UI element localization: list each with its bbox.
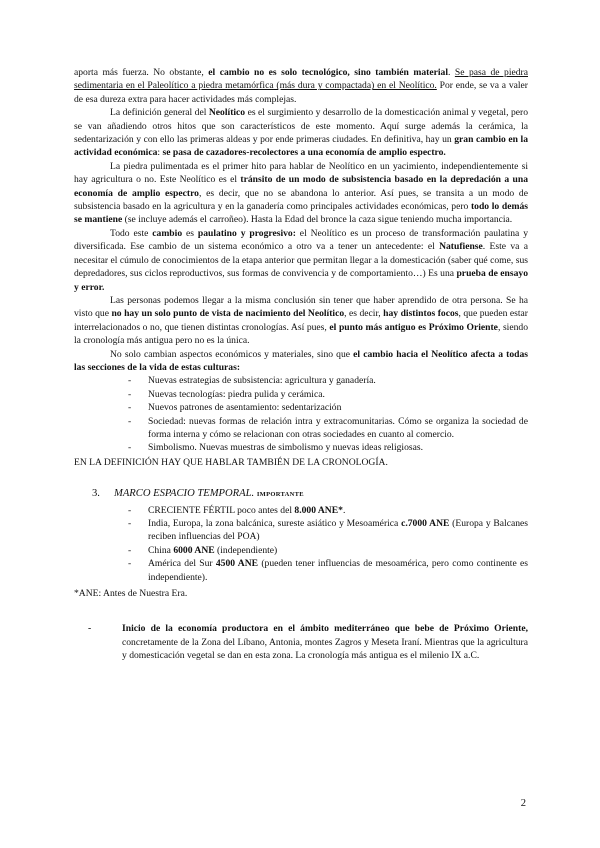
changes-list: [74, 374, 528, 454]
paragraph-5: Las personas podemos llegar a la misma conclusión sin tener que haber aprendido de otra persona. Se ha visto que no hay un solo punto de vista de nacimiento del Neolítico, es decir, hay distintos focos, que pueden estar interrelacionados o no, que tienen distintas cronologías. Así pues, el punto más antiguo es Próximo Oriente, siendo la cronología más antigua pero no es la única.: [74, 294, 528, 347]
chronology-list: [74, 504, 528, 584]
section-title: MARCO ESPACIO TEMPORAL.: [114, 488, 255, 500]
paragraph-4: Todo este cambio es paulatino y progresivo: el Neolítico es un proceso de transformación paulatina y diversificada. Ese cambio de un sistema económico a otro va a tener un antecedente: el Natufiense. Este va a necesitar el cúmulo de conocimientos de la etapa anterior que permitan llegar a la domesticación (saber qué come, sus depredadores, sus ciclos reproductivos, sus formas de convivencia y de comportamiento…) Es una prueba de ensayo y error.: [74, 227, 529, 293]
paragraph-1: aporta más fuerza. No obstante, el cambio no es solo tecnológico, sino también material. Se pasa de piedra sedimentaria en el Paleolítico a piedra metamórfica (más dura y compactada) en el Neolítico. Por ende, se va a valer de esa dureza extra para hacer actividades más complejas.: [74, 67, 528, 105]
paragraph-6: No solo cambian aspectos económicos y materiales, sino que el cambio hacia el Neolítico afecta a todas las secciones de la vida de estas culturas:: [74, 348, 529, 373]
list-item: - Nuevos patrones de asentamiento: sedentarización: [128, 401, 528, 414]
section-number: 3.: [92, 488, 100, 500]
list-item: - Sociedad: nuevas formas de relación intra y extracomunitarias. Cómo se organiza la sociedad de forma interna y cómo se relacionan con otras sociedades en cuanto al comercio.: [128, 415, 528, 442]
list-item: - India, Europa, la zona balcánica, sureste asiático y Mesoamérica c.7000 ANE (Europa y Balcanes reciben influencias del POA): [128, 517, 528, 544]
document-page: [74, 66, 528, 672]
section-heading: [92, 487, 528, 501]
list-item: - Simbolismo. Nuevas muestras de simbolismo y nuevas ideas religiosas.: [128, 441, 528, 454]
uppercase-note: EN LA DEFINICIÓN HAY QUE HABLAR TAMBIÉN DE LA CRONOLOGÍA.: [74, 456, 388, 468]
list-item: - Inicio de la economía productora en el ámbito mediterráneo que bebe de Próximo Oriente, concretamente de la Zona del Líbano, Antonia, montes Zagros y Meseta Iraní. Mientras que la agricultura y domesticación vegetal se dan en esta zona. La cronología más antigua es el milenio IX a.C.: [88, 622, 528, 662]
paragraph-3: La piedra pulimentada es el primer hito para hablar de Neolítico en un yacimiento, independientemente si hay agricultura o no. Este Neolítico es el tránsito de un modo de subsistencia basado en la depredación a una economía de amplio espectro, es decir, que no se abandona lo anterior. Así pues, se transita a un modo de subsistencia basado en la agricultura y en la ganadería como principales actividades económicas, pero todo lo demás se mantiene (se incluye además el carroñeo). Hasta la Edad del bronce la caza sigue teniendo mucha importancia.: [74, 160, 529, 226]
page-number: 2: [520, 798, 526, 809]
paragraph-2: La definición general del Neolítico es el surgimiento y desarrollo de la domesticación animal y vegetal, pero se van añadiendo otros hitos que son característicos de este momento. Aquí surge además la cerámica, la sedentarización y con ello las primeras aldeas y por ende primeras ciudades. En definitiva, hay un gran cambio en la actividad económica: se pasa de cazadores-recolectores a una economía de amplio espectro.: [74, 107, 528, 159]
list-item: - América del Sur 4500 ANE (pueden tener influencias de mesoamérica, pero como continente es independiente).: [128, 557, 528, 584]
list-item: - Nuevas tecnologías: piedra pulida y cerámica.: [128, 388, 528, 401]
important-label: IMPORTANTE: [256, 491, 304, 499]
list-item: - Nuevas estrategias de subsistencia: agricultura y ganadería.: [128, 374, 528, 387]
list-item: - China 6000 ANE (independiente): [128, 544, 528, 557]
economy-list: [74, 622, 528, 662]
list-item: - CRECIENTE FÉRTIL poco antes del 8.000 ANE*.: [128, 504, 528, 517]
footnote: *ANE: Antes de Nuestra Era.: [74, 588, 188, 600]
